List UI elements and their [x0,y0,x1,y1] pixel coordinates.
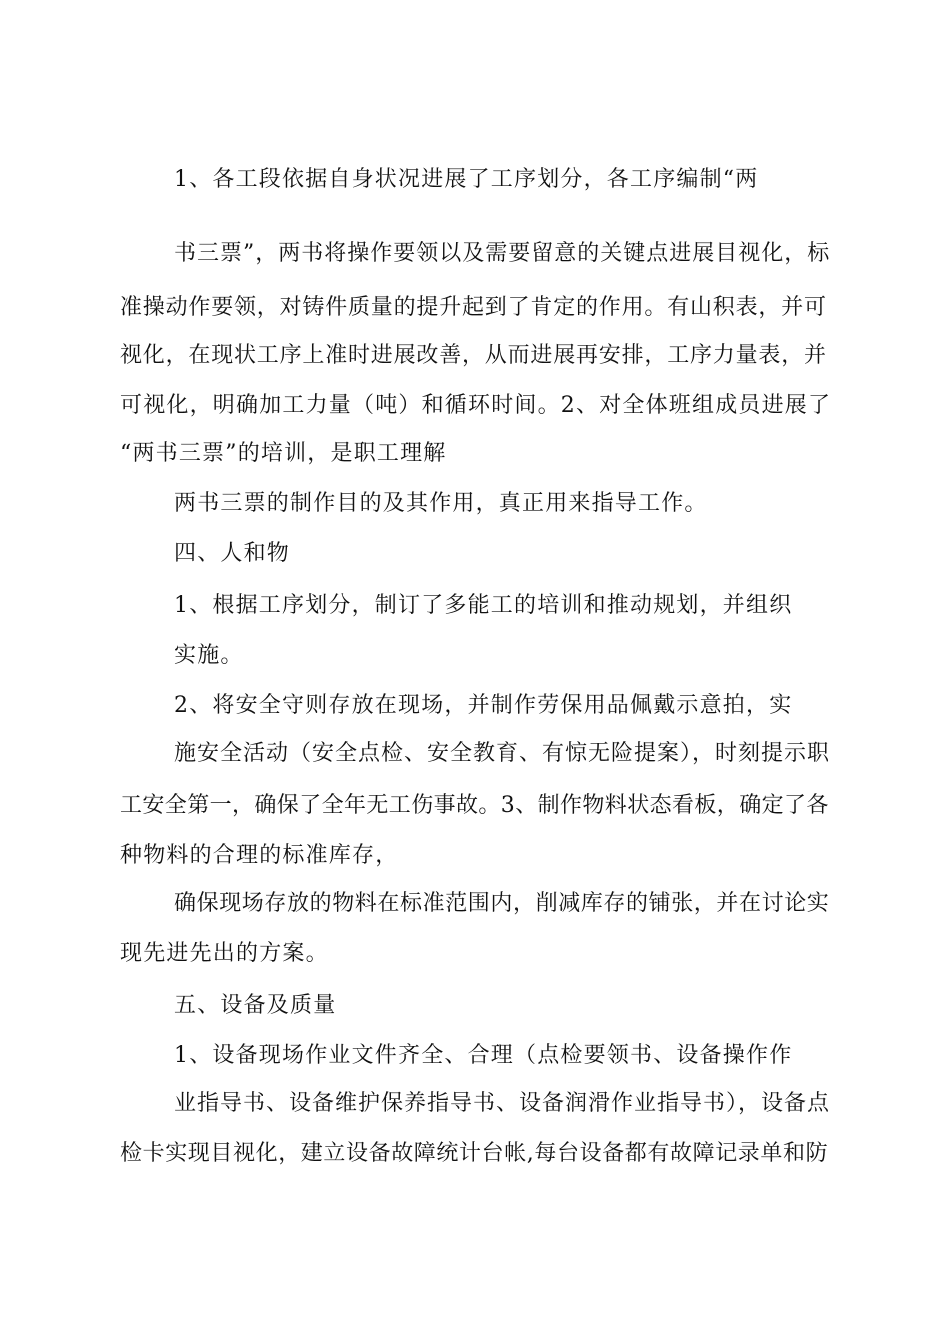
section-heading: 五、设备及质量 [174,993,337,1018]
text-line: 检卡实现目视化，建立设备故障统计台帐,每台设备都有故障记录单和防 [120,1141,829,1166]
text-line: 两书三票的制作目的及其作用，真正用来指导工作。 [174,491,708,516]
text-line: 确保现场存放的物料在标准范围内，削减库存的铺张，并在讨论实 [174,891,830,916]
text-line: 业指导书、设备维护保养指导书、设备润滑作业指导书），设备点 [174,1091,831,1116]
text-line: 2、将安全守则存放在现场，并制作劳保用品佩戴示意拍，实 [174,693,793,718]
text-line: 种物料的合理的标准库存， [120,843,399,868]
text-line: “两书三票”的培训，是职工理解 [120,441,447,466]
text-line: 1、设备现场作业文件齐全、合理（点检要领书、设备操作作 [174,1043,793,1068]
text-line: 工安全第一，确保了全年无工伤事故。3、制作物料状态看板，确定了各 [120,793,829,818]
text-line: 可视化，明确加工力量（吨）和循环时间。2、对全体班组成员进展了 [120,393,832,418]
text-line: 书三票”，两书将操作要领以及需要留意的关键点进展目视化，标 [174,241,831,266]
text-line: 准操动作要领，对铸件质量的提升起到了肯定的作用。有山积表，并可 [120,295,827,320]
text-line: 现先进先出的方案。 [120,941,329,966]
text-line: 1、根据工序划分，制订了多能工的培训和推动规划，并组织 [174,593,793,618]
text-line: 1、各工段依据自身状况进展了工序划分，各工序编制“两 [174,167,759,192]
text-line: 施安全活动（安全点检、安全教育、有惊无险提案），时刻提示职 [174,741,831,766]
text-line: 视化，在现状工序上准时进展改善，从而进展再安排，工序力量表，并 [120,343,827,368]
text-line: 实施。 [174,643,244,668]
section-heading: 四、人和物 [174,541,291,566]
